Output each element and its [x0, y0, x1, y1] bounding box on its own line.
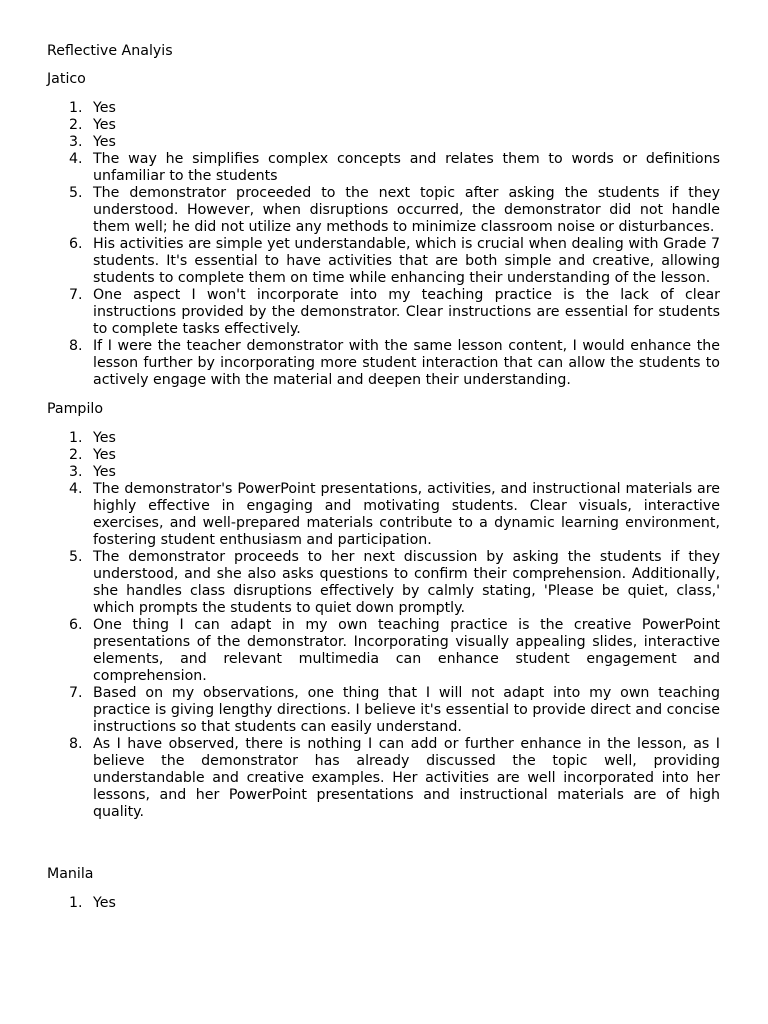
list-item: 6. One thing I can adapt in my own teaching practice is the creative PowerPoint presentations of the demonstrator. Incorporating visually appealing slides, interactive elements, and relevant multimedia can enhance student engagement and comprehension. — [69, 617, 720, 684]
section-heading-jatico: Jatico — [47, 71, 86, 87]
list-item: 5. The demonstrator proceeds to her next discussion by asking the students if they understood, and she also asks questions to confirm their comprehension. Additionally, she handles class disruptions effectively by calmly stating, 'Please be quiet, class,' which prompts the students to quiet down promptly. — [69, 549, 720, 616]
list-item: 5. The demonstrator proceeded to the next topic after asking the students if they understood. However, when disruptions occurred, the demonstrator did not handle them well; he did not utilize any methods to minimize classroom noise or disturbances. — [69, 185, 720, 235]
list-item-text: Yes — [93, 447, 116, 463]
list-item-text: Based on my observations, one thing that I will not adapt into my own teaching practice is giving lengthy directions. I believe it's essential to provide direct and concise instructions so that students can easily understand. — [93, 685, 720, 735]
list-item: 2. Yes — [69, 117, 116, 133]
section-heading-manila: Manila — [47, 866, 94, 882]
list-item-text: As I have observed, there is nothing I can add or further enhance in the lesson, as I believe the demonstrator has already discussed the topic well, providing understandable and creative examples. Her activities are well incorporated into her lessons, and her PowerPoint presentations and instructional materials are of high quality. — [93, 736, 720, 820]
list-item-text: The demonstrator proceeds to her next discussion by asking the students if they understood, and she also asks questions to confirm their comprehension. Additionally, she handles class disruptions effectively by calmly stating, 'Please be quiet, class,' which prompts the students to quiet down promptly. — [93, 549, 720, 616]
list-item-text: Yes — [93, 464, 116, 480]
list-item: 8. If I were the teacher demonstrator with the same lesson content, I would enhance the lesson further by incorporating more student interaction that can allow the students to actively engage with the material and deepen their understanding. — [69, 338, 720, 388]
list-item-text: Yes — [93, 430, 116, 446]
document-title: Reflective Analyis — [47, 43, 173, 59]
list-item-text: Yes — [93, 100, 116, 116]
list-item: 1. Yes — [69, 100, 116, 116]
list-item: 4. The way he simplifies complex concepts and relates them to words or definitions unfamiliar to the students — [69, 151, 720, 184]
list-item-text: The demonstrator proceeded to the next topic after asking the students if they understood. However, when disruptions occurred, the demonstrator did not handle them well; he did not utilize any methods to minimize classroom noise or disturbances. — [93, 185, 720, 235]
list-item: 7. Based on my observations, one thing that I will not adapt into my own teaching practice is giving lengthy directions. I believe it's essential to provide direct and concise instructions so that students can easily understand. — [69, 685, 720, 735]
document-page — [47, 43, 720, 924]
list-item-text: His activities are simple yet understandable, which is crucial when dealing with Grade 7 students. It's essential to have activities that are both simple and creative, allowing students to complete them on time while enhancing their understanding of the lesson. — [93, 236, 720, 286]
answer-list-jatico — [47, 100, 720, 389]
answer-list-manila — [47, 895, 720, 912]
list-item: 7. One aspect I won't incorporate into my teaching practice is the lack of clear instructions provided by the demonstrator. Clear instructions are essential for students to complete tasks effectively. — [69, 287, 720, 337]
list-item: 4. The demonstrator's PowerPoint presentations, activities, and instructional materials are highly effective in engaging and motivating students. Clear visuals, interactive exercises, and well-prepared materials contribute to a dynamic learning environment, fostering student enthusiasm and participation. — [69, 481, 720, 548]
list-item-text: If I were the teacher demonstrator with the same lesson content, I would enhance the lesson further by incorporating more student interaction that can allow the students to actively engage with the material and deepen their understanding. — [93, 338, 720, 388]
section-spacer — [47, 833, 720, 866]
list-item: 2. Yes — [69, 447, 116, 463]
list-item: 1. Yes — [69, 430, 116, 446]
list-item-text: One aspect I won't incorporate into my teaching practice is the lack of clear instructions provided by the demonstrator. Clear instructions are essential for students to complete tasks effectively. — [93, 287, 720, 337]
list-item: 3. Yes — [69, 464, 116, 480]
answer-list-pampilo — [47, 430, 720, 821]
list-item: 6. His activities are simple yet understandable, which is crucial when dealing with Grade 7 students. It's essential to have activities that are both simple and creative, allowing students to complete them on time while enhancing their understanding of the lesson. — [69, 236, 720, 286]
list-item-text: Yes — [93, 134, 116, 150]
list-item-text: One thing I can adapt in my own teaching practice is the creative PowerPoint presentations of the demonstrator. Incorporating visually appealing slides, interactive elements, and relevant multimedia can enhance student engagement and comprehension. — [93, 617, 720, 684]
list-item-text: The demonstrator's PowerPoint presentations, activities, and instructional materials are highly effective in engaging and motivating students. Clear visuals, interactive exercises, and well-prepared materials contribute to a dynamic learning environment, fostering student enthusiasm and participation. — [93, 481, 720, 548]
section-heading-pampilo: Pampilo — [47, 401, 104, 417]
list-item: 3. Yes — [69, 134, 116, 150]
list-item: 8. As I have observed, there is nothing I can add or further enhance in the lesson, as I believe the demonstrator has already discussed the topic well, providing understandable and creative examples. Her activities are well incorporated into her lessons, and her PowerPoint presentations and instructional materials are of high quality. — [69, 736, 720, 820]
list-item-text: Yes — [93, 117, 116, 133]
list-item: 1. Yes — [69, 895, 116, 911]
list-item-text: The way he simplifies complex concepts and relates them to words or definitions unfamiliar to the students — [93, 151, 720, 184]
list-item-text: Yes — [93, 895, 116, 911]
